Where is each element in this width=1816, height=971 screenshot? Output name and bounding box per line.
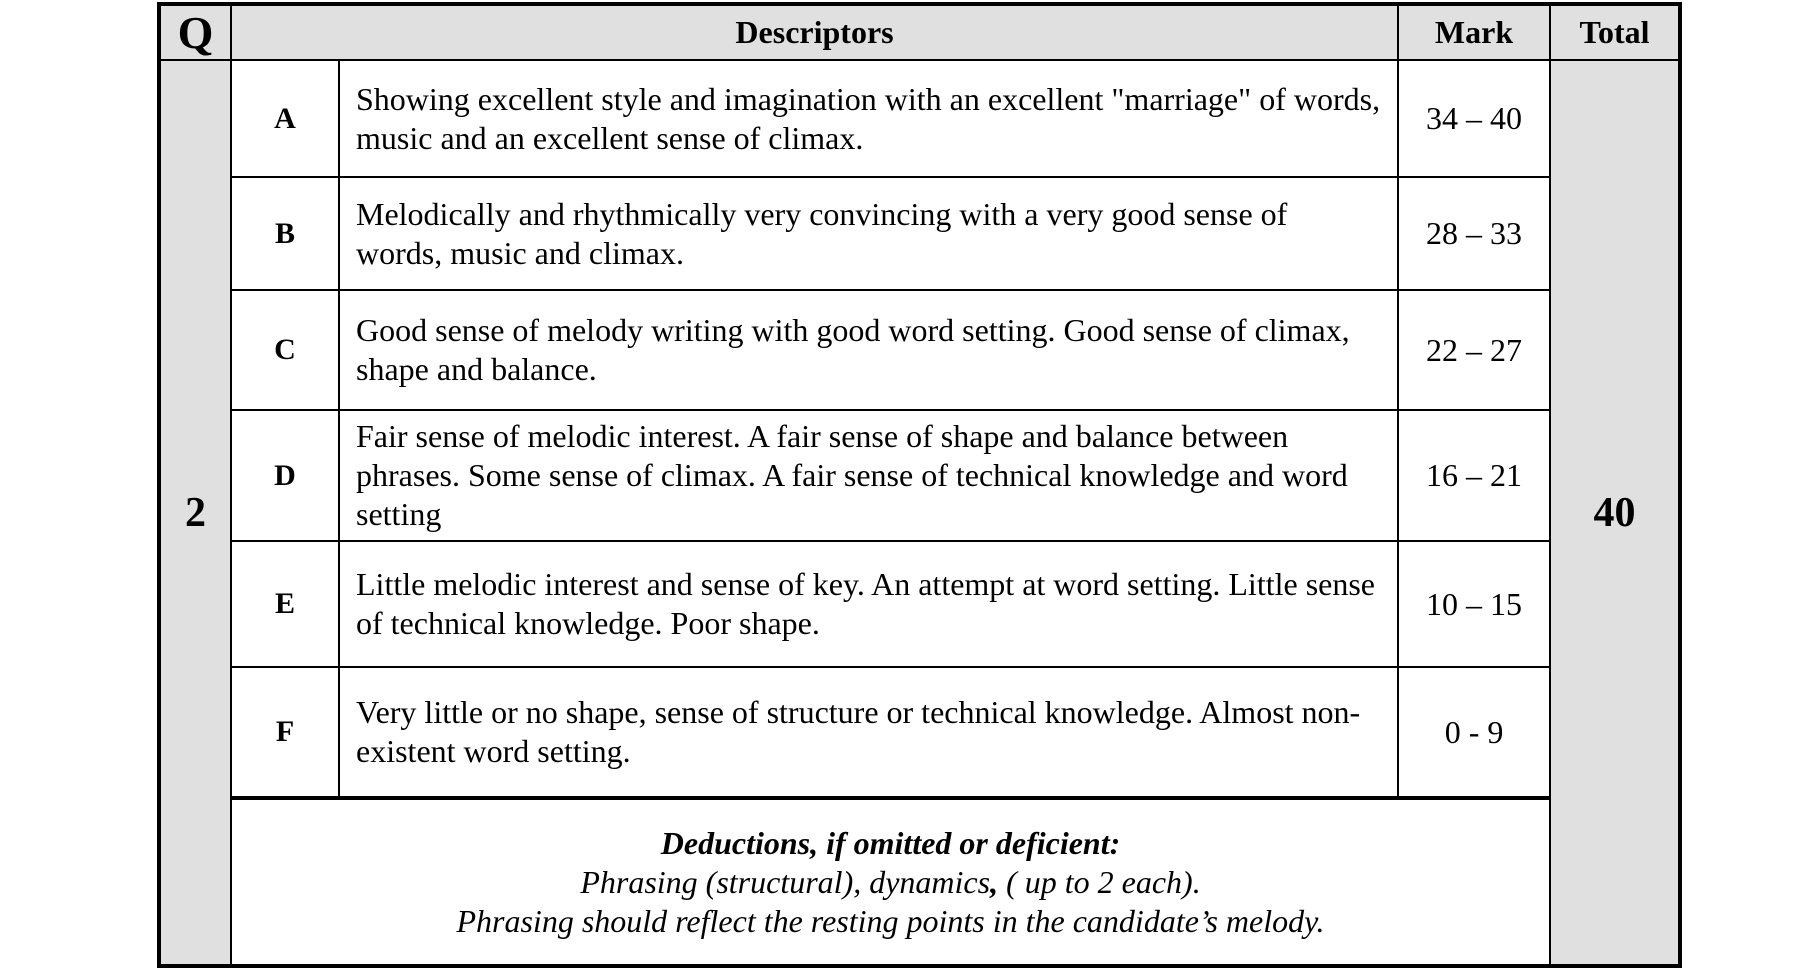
mark-range: 28 – 33 xyxy=(1398,177,1550,290)
mark-range: 0 - 9 xyxy=(1398,667,1550,798)
mark-range: 22 – 27 xyxy=(1398,290,1550,410)
table-row xyxy=(159,667,1680,798)
table-row xyxy=(159,541,1680,667)
grade-label: B xyxy=(231,177,339,290)
grade-descriptor: Showing excellent style and imagination with an excellent "marriage" of words, music and an excellent sense of climax. xyxy=(339,60,1398,177)
deductions-cell xyxy=(231,798,1550,966)
total-marks: 40 xyxy=(1550,60,1680,966)
header-total: Total xyxy=(1550,4,1680,60)
grade-descriptor: Little melodic interest and sense of key. An attempt at word setting. Little sense of technical knowledge. Poor shape. xyxy=(339,541,1398,667)
table-row xyxy=(159,177,1680,290)
header-row xyxy=(159,4,1680,60)
header-q: Q xyxy=(159,4,231,60)
grade-label: E xyxy=(231,541,339,667)
grade-label: A xyxy=(231,60,339,177)
grade-label: C xyxy=(231,290,339,410)
deductions-row xyxy=(159,798,1680,966)
mark-range: 10 – 15 xyxy=(1398,541,1550,667)
grade-descriptor: Good sense of melody writing with good word setting. Good sense of climax, shape and balance. xyxy=(339,290,1398,410)
marking-scheme-table xyxy=(157,2,1682,968)
header-descriptors: Descriptors xyxy=(231,4,1398,60)
table-row xyxy=(159,290,1680,410)
grade-descriptor: Melodically and rhythmically very convincing with a very good sense of words, music and climax. xyxy=(339,177,1398,290)
mark-range: 34 – 40 xyxy=(1398,60,1550,177)
question-number: 2 xyxy=(159,60,231,966)
deductions-line-1-comma: , xyxy=(990,863,999,900)
mark-range: 16 – 21 xyxy=(1398,410,1550,541)
deductions-title: Deductions, if omitted or deficient: xyxy=(660,824,1121,861)
grade-descriptor: Fair sense of melodic interest. A fair sense of shape and balance between phrases. Some sense of climax. A fair sense of technical knowledge and word setting xyxy=(339,410,1398,541)
deductions-line-1-part-2: ( up to 2 each). xyxy=(998,863,1201,900)
deductions-line-1-part-1: Phrasing (structural), dynamics xyxy=(580,863,991,900)
deductions-line-1 xyxy=(232,863,1549,902)
grade-label: F xyxy=(231,667,339,798)
grade-label: D xyxy=(231,410,339,541)
table-row xyxy=(159,60,1680,177)
table-row xyxy=(159,410,1680,541)
deductions-line-2: Phrasing should reflect the resting points in the candidate’s melody. xyxy=(456,902,1325,939)
grade-descriptor: Very little or no shape, sense of structure or technical knowledge. Almost non-existent word setting. xyxy=(339,667,1398,798)
header-mark: Mark xyxy=(1398,4,1550,60)
